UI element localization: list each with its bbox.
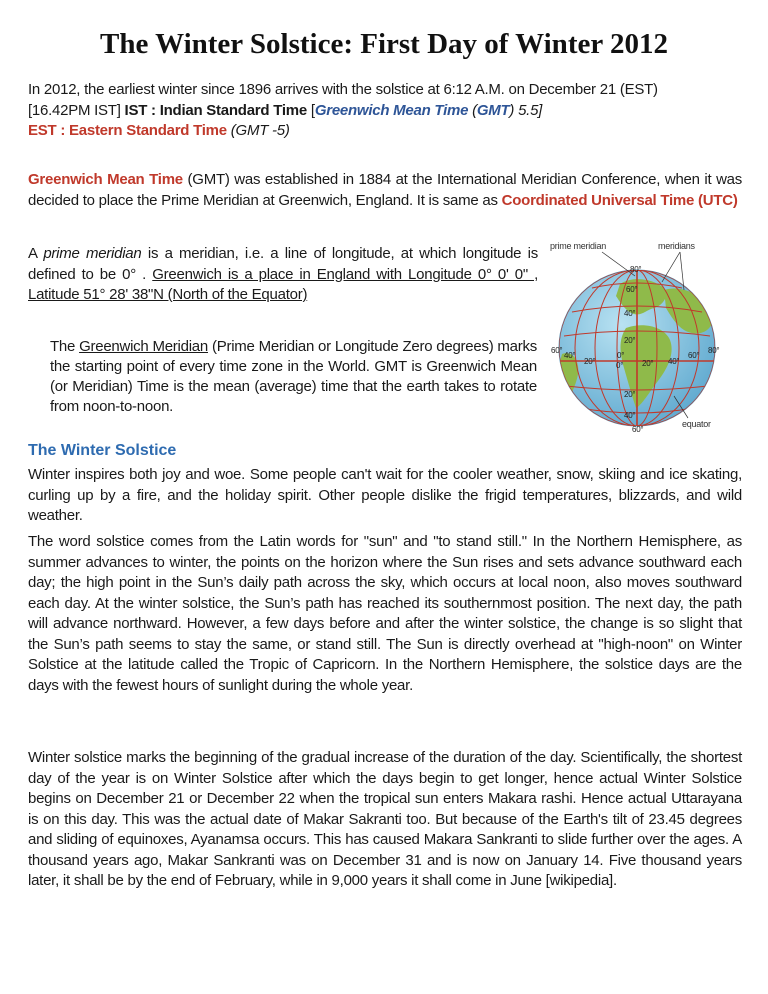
est-offset: (GMT -5) (226, 122, 290, 139)
intro-offset: ) 5.5] (509, 101, 543, 119)
gmt-abbr: GMT (476, 101, 510, 119)
lat-label: 80° (630, 265, 642, 274)
prime-meridian-label: prime meridian (550, 241, 607, 251)
lon-label: 40° (668, 357, 680, 366)
prime-meridian-term: prime meridian (43, 245, 142, 262)
lon-label: 80° (708, 346, 720, 355)
intro-paren: ( (468, 101, 477, 119)
prime-meridian-paragraph (28, 244, 538, 306)
body-paragraph-1: Winter inspires both joy and woe. Some people can't wait for the cooler weather, snow, skiing and ice skating, curling up by a fire, and the holiday spirit. Other people dislike the frigid temperatures, blizzards, and wild weather. (28, 466, 742, 524)
gmt-text: (GMT) was established in 1884 at the International Meridian Conference, when it was decided to place the Prime Meridian at Greenwich, England. It is same as (28, 171, 742, 209)
intro-paragraph (28, 80, 742, 142)
greenwich-meridian-paragraph (50, 337, 537, 417)
greenwich-b: (Prime Meridian or Longitude Zero degrees) marks the starting point of every time zone in the World. GMT is Greenwich Mean (or Meridian) Time is the mean (average) time that the earth takes to rotate from noon-to-noon. (50, 338, 538, 415)
body-paragraph-2: The word solstice comes from the Latin words for "sun" and "to stand still." In the Northern Hemisphere, as summer advances to winter, the points on the horizon where the Sun rises and sets advance southward each day; the high point in the Sun’s daily path across the sky, which occurs at local noon, also moves southward each day. At the winter solstice, the Sun’s path has reached its southernmost position. The next day, the path will advance northward. However, a few days before and after the winter solstice, the change is so slight that the Sun’s path seems to stay the same, or stand still. The Sun is directly overhead at "high-noon" on Winter Solstice at the latitude called the Tropic of Capricorn. In the Northern Hemisphere, the solstice days are the days with the fewest hours of sunlight during the whole year. (28, 533, 742, 694)
equator-label: equator (682, 419, 711, 429)
intro-line-3 (28, 121, 742, 142)
lat-label: 20° (624, 390, 636, 399)
section-heading-winter-solstice: The Winter Solstice (28, 442, 177, 459)
est-label: EST : Eastern Standard Time (28, 122, 227, 139)
lon-label: 0° (617, 351, 625, 360)
ist-label: IST : Indian Standard Time (124, 101, 307, 119)
lat-label: 20° (624, 336, 636, 345)
greenwich-meridian-link: Greenwich Meridian (79, 338, 208, 355)
utc-label: Coordinated Universal Time (UTC) (501, 191, 738, 209)
lon-label: 60° (688, 351, 700, 360)
page-title: The Winter Solstice: First Day of Winter 2012 (100, 28, 668, 60)
greenwich-a: The (50, 338, 80, 355)
intro-line-2 (28, 101, 742, 122)
meridian-a: A (28, 245, 44, 262)
lat-label: 60° (632, 425, 644, 434)
meridians-label: meridians (658, 241, 695, 251)
gmt-label: Greenwich Mean Time (314, 101, 469, 119)
lat-label: 40° (624, 411, 636, 420)
gmt-lead: Greenwich Mean Time (28, 171, 183, 188)
body-paragraph-3: Winter solstice marks the beginning of the gradual increase of the duration of the day. Scientifically, the shortest day of the year is on Winter Solstice after which the days begin to get longer, hence actual Winter Solstice begins on December 21 or December 22 when the tropical sun enters Makara rashi. Hence actual Uttarayana is on this day. This was the actual date of Makar Sakranti too. But because of the Earth's tilt of 23.45 degrees and sliding of equinoxes, Ayanamsa occurs. This has caused Makara Sankranti to slide further over the ages. A thousand years ago, Makar Sankranti was on December 31 and is now on January 14. Five thousand years later, it shall be by the end of February, while in 9,000 years it shall come in June [wikipedia]. (28, 749, 742, 889)
globe-diagram (542, 236, 756, 436)
lon-label: 20° (642, 359, 654, 368)
intro-bracket: [ (306, 101, 315, 119)
greenwich-coordinates: Greenwich is a place in England with Longitude 0° 0' 0" , Latitude 51° 28' 38"N (North of the Equator) (28, 265, 538, 303)
meridian-b: is a meridian, i.e. a line of longitude, at which longitude is defined to be 0° . (28, 245, 538, 283)
lat-label: 0° (616, 361, 624, 370)
lat-label: 40° (624, 309, 636, 318)
gmt-paragraph (28, 170, 742, 211)
intro-line-1: In 2012, the earliest winter since 1896 arrives with the solstice at 6:12 A.M. on December 21 (EST) (28, 81, 658, 98)
intro-ist-time: [16.42PM IST] (28, 101, 125, 119)
lon-label: 40° (564, 351, 576, 360)
lon-label: 20° (584, 357, 596, 366)
lon-label: 60° (551, 346, 563, 355)
lat-label: 60° (626, 285, 638, 294)
